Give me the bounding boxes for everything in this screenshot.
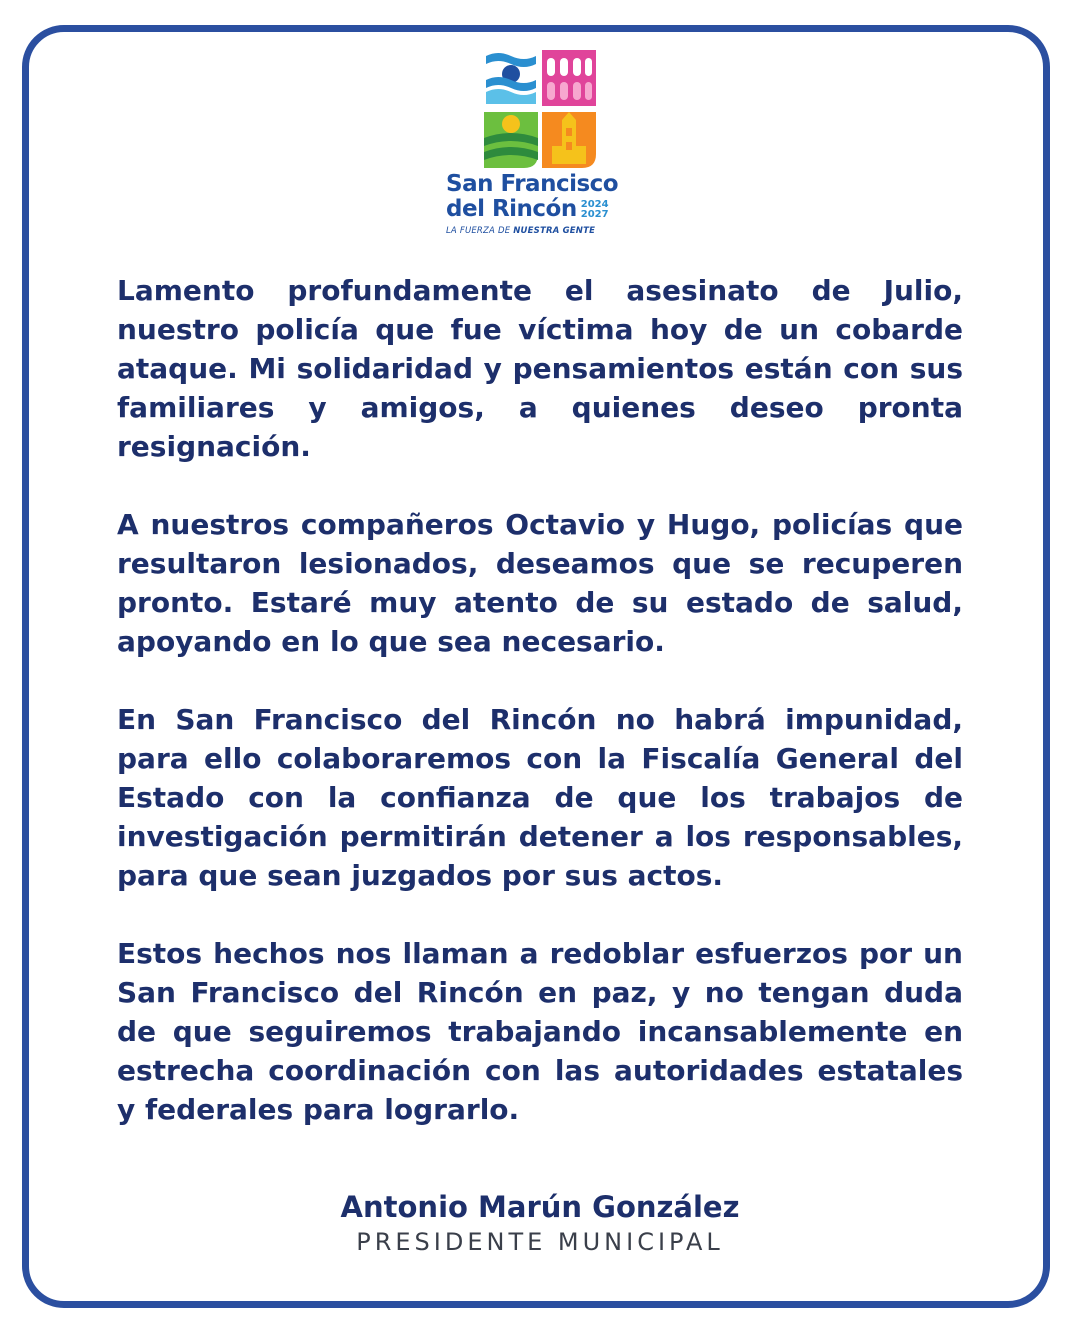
statement-paragraph: En San Francisco del Rincón no habrá impunidad, para ello colaboraremos con la Fiscalía General del Estado con la confianza de que los trabajos de investigación permitirán detener a los responsables, para que sean juzgados por sus actos. <box>117 703 963 892</box>
signatory-name: Antonio Marún González <box>340 1190 740 1224</box>
statement-paragraph: Estos hechos nos llaman a redoblar esfuerzos por un San Francisco del Rincón en paz, y no tengan duda de que seguiremos trabajando incansablemente en estrecha coordinación con las autoridades estatales y federales para lograrlo. <box>117 937 963 1126</box>
statement-body <box>117 271 963 1168</box>
municipal-emblem-icon <box>484 50 596 168</box>
signature-block <box>0 1188 1080 1258</box>
municipal-logo <box>440 50 640 240</box>
logo-name-line1: San Francisco <box>446 171 619 197</box>
statement-paragraph: A nuestros compañeros Octavio y Hugo, policías que resultaron lesionados, deseamos que se recuperen pronto. Estaré muy atento de su estado de salud, apoyando en lo que sea necesario. <box>117 508 963 658</box>
logo-tagline-prefix: LA FUERZA DE <box>446 226 514 236</box>
statement-paragraph: Lamento profundamente el asesinato de Julio, nuestro policía que fue víctima hoy de un cobarde ataque. Mi solidaridad y pensamientos están con sus familiares y amigos, a quienes deseo pronta resignación. <box>117 274 963 463</box>
logo-year-end: 2027 <box>580 208 609 220</box>
logo-name-line2: del Rincón <box>446 196 577 222</box>
signatory-title: PRESIDENTE MUNICIPAL <box>356 1228 724 1256</box>
logo-municipality-name <box>446 172 638 222</box>
logo-year-start: 2024 <box>580 198 609 210</box>
logo-tagline-bold: NUESTRA GENTE <box>513 226 596 236</box>
logo-tagline <box>446 226 646 236</box>
logo-years <box>581 200 609 220</box>
